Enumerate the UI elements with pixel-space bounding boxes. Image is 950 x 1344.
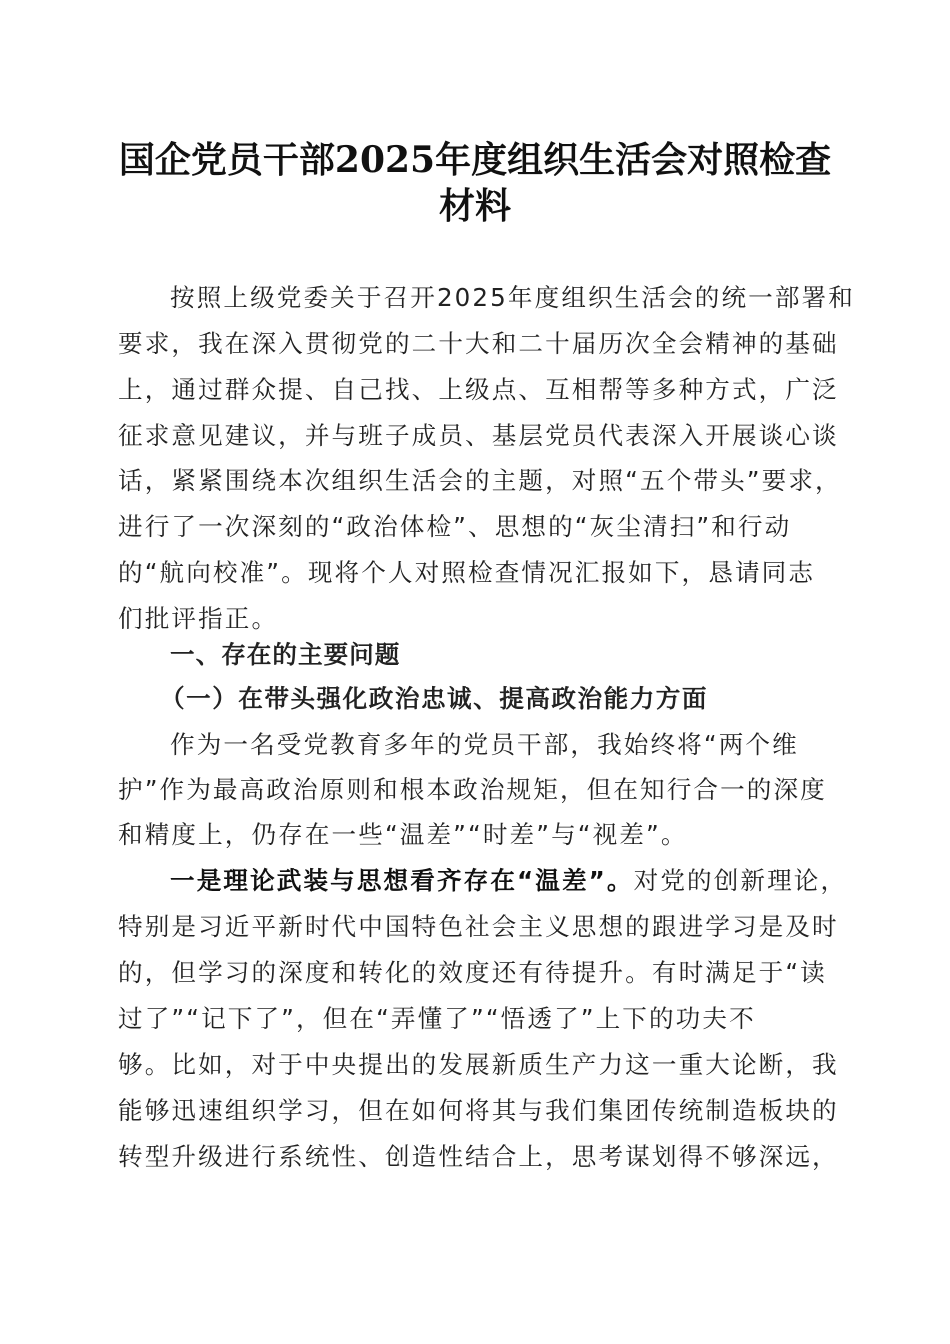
point-lead-rest: 对党的创新理论，: [633, 866, 848, 895]
paragraph-line: 的，但学习的深度和转化的效度还有待提升。有时满足于“读: [118, 958, 827, 987]
paragraph-line: 过了”“记下了”，但在“弄懂了”“悟透了”上下的功夫不: [118, 1004, 756, 1033]
paragraph-line: 和精度上，仍存在一些“温差”“时差”与“视差”。: [118, 820, 688, 849]
paragraph-line: 够。比如，对于中央提出的发展新质生产力这一重大论断，我: [118, 1050, 839, 1079]
paragraph-line: 特别是习近平新时代中国特色社会主义思想的跟进学习是及时: [118, 912, 839, 941]
paragraph-line: 转型升级进行系统性、创造性结合上，思考谋划得不够深远，: [118, 1142, 839, 1171]
section-heading: 一、存在的主要问题: [170, 640, 401, 669]
paragraph-line: 们批评指正。: [118, 604, 279, 633]
paragraph-line: 护”作为最高政治原则和根本政治规矩，但在知行合一的深度: [118, 775, 827, 804]
paragraph-line: 话，紧紧围绕本次组织生活会的主题，对照“五个带头”要求，: [118, 466, 842, 495]
paragraph-line: [170, 866, 886, 896]
paragraph-line: 征求意见建议，并与班子成员、基层党员代表深入开展谈心谈: [118, 421, 839, 450]
paragraph-line: 要求，我在深入贯彻党的二十大和二十届历次全会精神的基础: [118, 329, 839, 358]
paragraph-line: 按照上级党委关于召开2025年度组织生活会的统一部署和: [170, 283, 855, 312]
document-title-line-2: 材料: [438, 185, 511, 227]
paragraph-line: 的“航向校准”。现将个人对照检查情况汇报如下，恳请同志: [118, 558, 816, 587]
paragraph-line: 进行了一次深刻的“政治体检”、思想的“灰尘清扫”和行动: [118, 512, 792, 541]
subsection-heading: （一）在带头强化政治忠诚、提高政治能力方面: [160, 684, 708, 713]
point-lead-bold: 一是理论武装与思想看齐存在“温差”。: [170, 866, 634, 895]
paragraph-line: 上，通过群众提、自己找、上级点、互相帮等多种方式，广泛: [118, 375, 839, 404]
paragraph-line: 作为一名受党教育多年的党员干部，我始终将“两个维: [170, 730, 799, 759]
document-title-line-1: 国企党员干部2025年度组织生活会对照检查: [118, 139, 832, 181]
paragraph-line: 能够迅速组织学习，但在如何将其与我们集团传统制造板块的: [118, 1096, 839, 1125]
